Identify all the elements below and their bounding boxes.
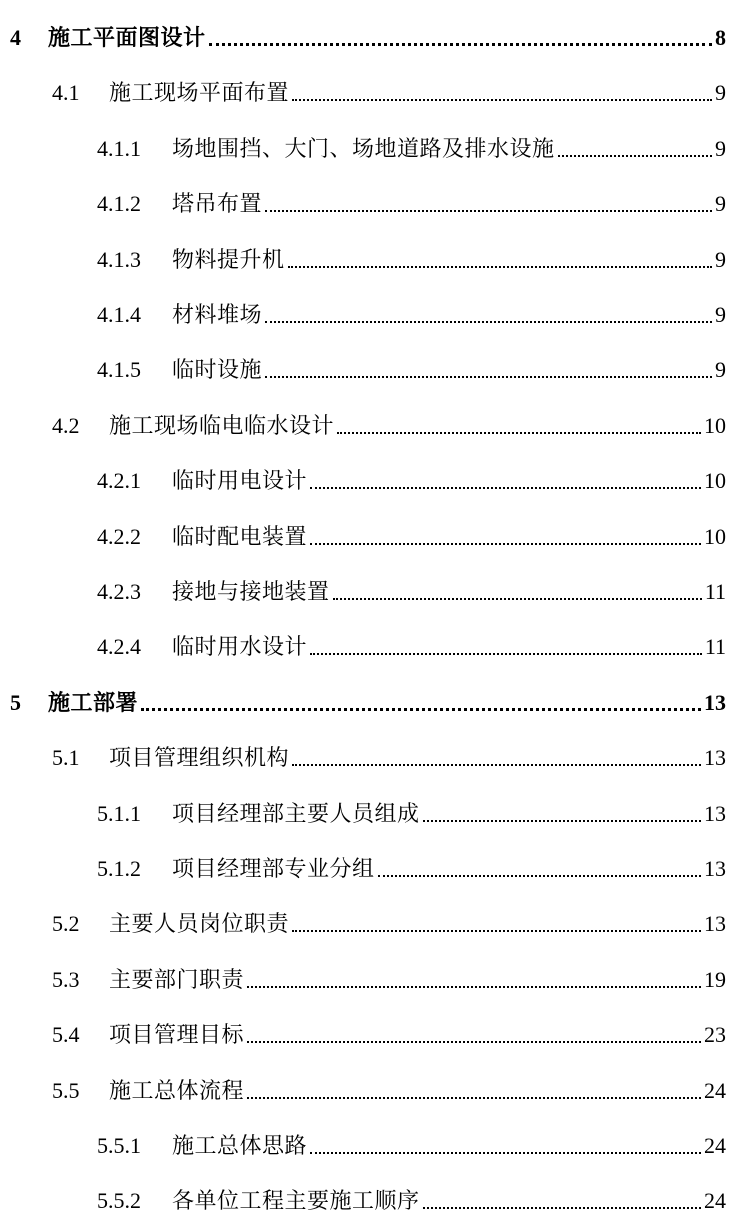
toc-entry-level-3[interactable] [97,344,726,384]
toc-entry-page-number: 9 [715,246,726,272]
toc-dot-leader [337,432,701,434]
toc-entry-level-2[interactable] [52,1009,726,1049]
toc-entry-page-number: 10 [704,523,726,549]
toc-entry-number: 4.1.3 [97,246,141,272]
toc-entry-number: 4 [10,25,21,50]
toc-entry-level-3[interactable] [97,566,726,606]
toc-entry-page-number: 9 [715,135,726,161]
toc-entry-number: 5.3 [52,966,80,992]
toc-entry-title: 塔吊布置 [172,191,263,217]
toc-entry-level-3[interactable] [97,621,726,661]
toc-entry-level-3[interactable] [97,289,726,329]
toc-dot-leader [292,764,701,766]
toc-entry-page-number: 9 [715,191,726,217]
toc-entry-level-1[interactable] [10,12,726,52]
toc-entry-number: 4.2.4 [97,634,141,660]
toc-entry-page-number: 24 [704,1077,726,1103]
toc-dot-leader [247,1041,701,1043]
toc-entry-number: 5.1.1 [97,800,141,826]
toc-entry-page-number: 13 [704,911,726,937]
toc-dot-leader [310,543,701,545]
toc-dot-leader [265,321,712,323]
toc-entry-title: 施工现场平面布置 [109,80,290,106]
toc-entry-number: 4.2.3 [97,579,141,604]
toc-entry-page-number: 24 [704,1133,726,1158]
toc-entry-level-2[interactable] [52,898,726,938]
toc-dot-leader [333,598,702,600]
toc-entry-page-number: 8 [715,25,726,50]
toc-entry-page-number: 24 [704,1188,726,1214]
toc-entry-page-number: 9 [715,80,726,106]
toc-entry-number: 4.2 [52,412,80,438]
toc-dot-leader [310,653,702,655]
toc-dot-leader [141,708,701,711]
toc-entry-title: 主要人员岗位职责 [109,911,290,937]
toc-entry-number: 4.1 [52,80,80,106]
toc-entry-number: 5.1.2 [97,856,141,881]
toc-entry-level-1[interactable] [10,677,726,717]
toc-entry-page-number: 13 [704,856,726,881]
toc-entry-title: 项目经理部主要人员组成 [172,800,420,826]
toc-entry-number: 5.5 [52,1077,80,1103]
toc-entry-level-3[interactable] [97,1175,726,1215]
toc-dot-leader [265,376,712,378]
toc-entry-title: 临时用电设计 [172,468,308,494]
toc-entry-number: 4.2.2 [97,523,141,549]
toc-entry-level-3[interactable] [97,788,726,828]
toc-entry-page-number: 11 [704,579,726,604]
toc-entry-number: 4.2.1 [97,468,141,494]
toc-entry-number: 5.2 [52,911,80,937]
toc-entry-page-number: 23 [704,1022,726,1048]
toc-entry-number: 5 [10,689,21,715]
toc-entry-title: 施工部署 [48,689,139,715]
toc-entry-title: 施工平面图设计 [48,25,206,50]
toc-entry-page-number: 10 [704,468,726,494]
toc-entry-title: 项目经理部专业分组 [172,856,375,881]
toc-entry-number: 4.1.2 [97,191,141,217]
toc-entry-number: 5.5.2 [97,1188,141,1214]
toc-entry-number: 4.1.4 [97,302,141,327]
toc-entry-level-3[interactable] [97,178,726,218]
toc-entry-level-2[interactable] [52,1065,726,1105]
toc-entry-title: 临时配电装置 [172,523,308,549]
toc-entry-page-number: 9 [715,302,726,327]
toc-dot-leader [247,1097,701,1099]
toc-entry-level-2[interactable] [52,954,726,994]
toc-dot-leader [209,43,712,46]
toc-entry-page-number: 10 [704,412,726,438]
toc-dot-leader [310,1152,701,1154]
toc-dot-leader [423,1207,701,1209]
toc-entry-page-number: 19 [704,966,726,992]
toc-entry-page-number: 11 [704,634,726,660]
toc-entry-title: 临时设施 [172,357,263,383]
toc-entry-page-number: 13 [704,800,726,826]
toc-dot-leader [378,875,701,877]
toc-entry-title: 接地与接地装置 [172,579,330,604]
toc-entry-title: 主要部门职责 [109,966,245,992]
toc-entry-number: 5.1 [52,745,80,771]
toc-entry-page-number: 13 [704,689,726,715]
toc-dot-leader [292,99,712,101]
toc-entry-level-3[interactable] [97,234,726,274]
toc-entry-title: 各单位工程主要施工顺序 [172,1188,420,1214]
toc-dot-leader [288,266,712,268]
toc-dot-leader [310,487,701,489]
toc-entry-title: 施工总体思路 [172,1133,308,1158]
toc-entry-title: 场地围挡、大门、场地道路及排水设施 [172,135,555,161]
toc-entry-title: 项目管理目标 [109,1022,245,1048]
toc-entry-level-3[interactable] [97,843,726,883]
toc-dot-leader [558,155,712,157]
toc-entry-title: 物料提升机 [172,246,285,272]
toc-entry-title: 材料堆场 [172,302,263,327]
toc-entry-number: 5.5.1 [97,1133,141,1158]
toc-entry-title: 临时用水设计 [172,634,308,660]
toc-entry-level-2[interactable] [52,400,726,440]
toc-entry-page-number: 9 [715,357,726,383]
toc-entry-level-3[interactable] [97,511,726,551]
toc-dot-leader [292,930,701,932]
toc-entry-level-3[interactable] [97,455,726,495]
toc-entry-level-2[interactable] [52,732,726,772]
toc-dot-leader [265,210,712,212]
toc-dot-leader [247,986,701,988]
toc-entry-level-2[interactable] [52,67,726,107]
toc-entry-page-number: 13 [704,745,726,771]
toc-entry-title: 项目管理组织机构 [109,745,290,771]
toc-entry-level-3[interactable] [97,1120,726,1160]
toc-entry-title: 施工总体流程 [109,1077,245,1103]
toc-entry-number: 4.1.1 [97,135,141,161]
toc-entry-number: 5.4 [52,1022,80,1048]
toc-entry-number: 4.1.5 [97,357,141,383]
toc-entry-title: 施工现场临电临水设计 [109,412,335,438]
toc-entry-level-3[interactable] [97,123,726,163]
toc-dot-leader [423,820,701,822]
